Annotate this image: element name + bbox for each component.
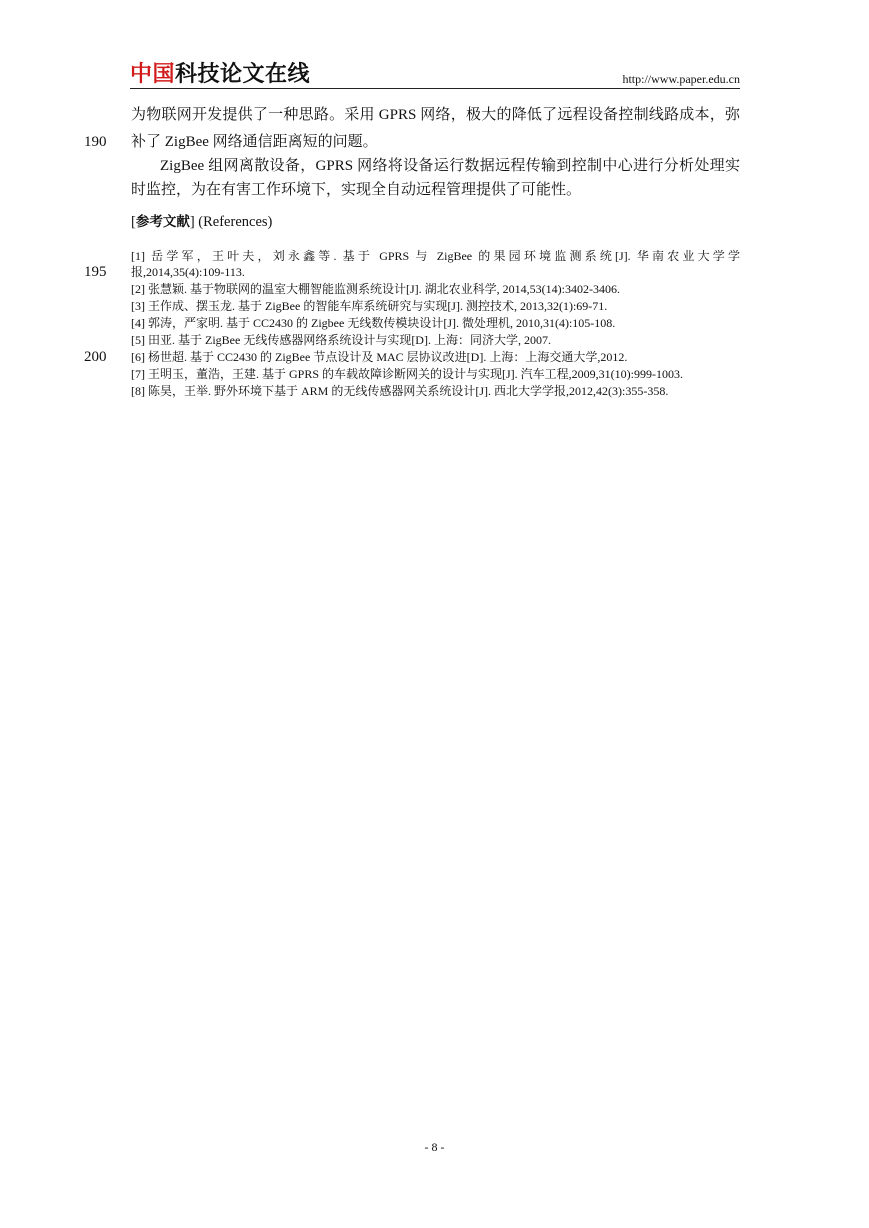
body-line-4: 时监控，为在有害工作环境下，实现全自动远程管理提供了可能性。 [131,182,582,198]
reference-1-line-1: [1] 岳学军，王叶夫，刘永鑫等. 基于 GPRS 与 ZigBee 的果园环境监测系统[J]. 华南农业大学学 [131,249,740,263]
line-number-200: 200 [84,349,107,365]
reference-5: [5] 田亚. 基于 ZigBee 无线传感器网络系统设计与实现[D]. 上海：同济大学, 2007. [131,333,551,347]
line-number-190: 190 [84,134,107,150]
reference-4: [4] 郭涛，严家明. 基于 CC2430 的 Zigbee 无线数传模块设计[J]. 微处理机, 2010,31(4):105-108. [131,316,616,330]
references-heading [131,211,272,233]
reference-1-line-2: 报,2014,35(4):109-113. [131,265,245,279]
page-number: - 8 - [424,1140,445,1154]
logo-black-text: 科技论文在线 [175,62,311,87]
logo-red-text: 中国 [130,62,176,87]
reference-6: [6] 杨世超. 基于 CC2430 的 ZigBee 节点设计及 MAC 层协议改进[D]. 上海：上海交通大学,2012. [131,350,628,364]
references-heading-open: [ [131,214,136,230]
reference-8: [8] 陈昊，王举. 野外环境下基于 ARM 的无线传感器网关系统设计[J]. 西北大学学报,2012,42(3):355-358. [131,384,669,398]
reference-2: [2] 张慧颖. 基于物联网的温室大棚智能监测系统设计[J]. 湖北农业科学, 2014,53(14):3402-3406. [131,282,620,296]
page-header [130,62,740,90]
reference-7: [7] 王明玉，董浩，王建. 基于 GPRS 的车载故障诊断网关的设计与实现[J]. 汽车工程,2009,31(10):999-1003. [131,367,683,381]
reference-3: [3] 王作成、摆玉龙. 基于 ZigBee 的智能车库系统研究与实现[J]. 测控技术, 2013,32(1):69-71. [131,299,608,313]
references-heading-cn: 参考文献 [135,214,190,230]
body-line-2: 补了 ZigBee 网络通信距离短的问题。 [131,134,378,150]
journal-logo [130,62,310,88]
references-heading-rest: ] (References) [189,214,273,230]
header-rule [130,88,740,89]
line-number-195: 195 [84,264,107,280]
header-url: http://www.paper.edu.cn [622,72,740,86]
body-line-1: 为物联网开发提供了一种思路。采用 GPRS 网络，极大的降低了远程设备控制线路成本，弥 [131,107,740,123]
body-line-3: ZigBee 组网离散设备，GPRS 网络将设备运行数据远程传输到控制中心进行分析处理实 [160,158,740,174]
